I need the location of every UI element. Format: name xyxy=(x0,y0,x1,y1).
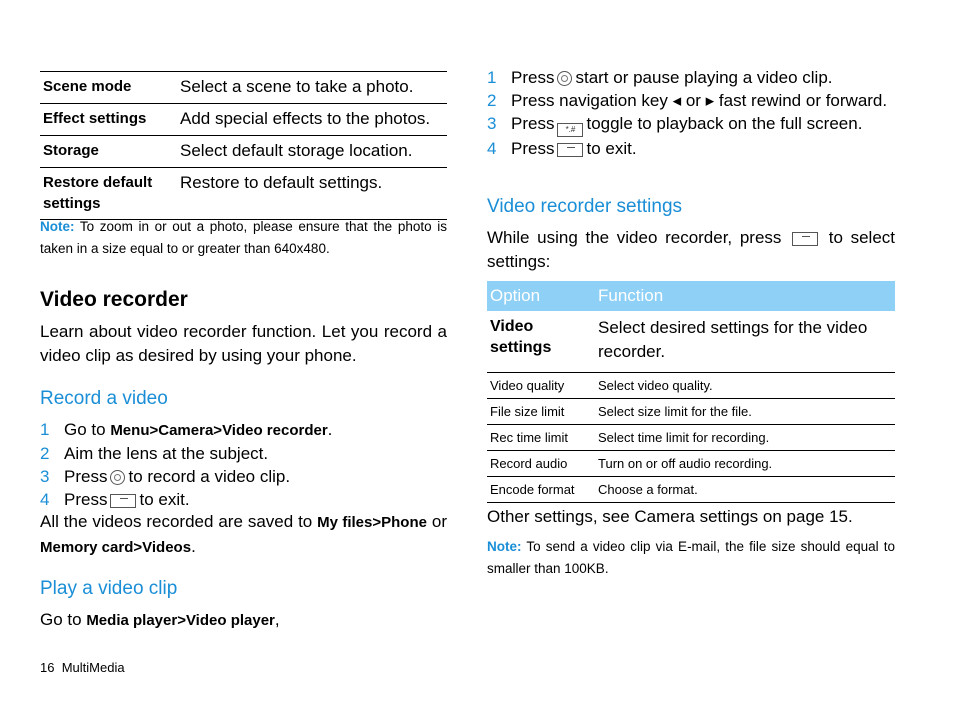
zoom-note xyxy=(40,216,447,260)
option-name: Storage xyxy=(43,142,99,159)
table-row xyxy=(487,311,895,373)
ok-key-icon xyxy=(557,71,572,86)
play-video-heading: Play a video clip xyxy=(40,578,178,599)
folder-path: Videos xyxy=(142,539,192,556)
table-row xyxy=(487,399,895,425)
video-settings-table xyxy=(487,281,895,503)
right-softkey-icon xyxy=(557,143,583,157)
left-softkey-icon xyxy=(792,232,818,246)
list-item: 1 Go to Menu>Camera>Video recorder. xyxy=(40,418,447,442)
page-number: 16 xyxy=(40,660,55,675)
option-name: File size limit xyxy=(490,404,565,419)
other-settings-text: Other settings, see Camera settings on page 15. xyxy=(487,507,853,526)
step-number: 1 xyxy=(40,420,50,439)
folder-path: My files xyxy=(317,514,373,531)
table-row xyxy=(40,168,447,220)
play-steps xyxy=(487,66,895,160)
table-row xyxy=(487,373,895,399)
option-description: Turn on or off audio recording. xyxy=(598,456,773,471)
option-name: Effect settings xyxy=(43,110,147,127)
note-label: Note: xyxy=(487,539,522,554)
ok-key-icon xyxy=(110,470,125,485)
table-row xyxy=(487,425,895,451)
menu-path: Media player xyxy=(86,612,178,629)
menu-path: Video recorder xyxy=(222,422,328,439)
option-description: Restore to default settings. xyxy=(180,173,383,192)
note-label: Note: xyxy=(40,219,75,234)
option-description: Select size limit for the file. xyxy=(598,404,752,419)
record-steps xyxy=(40,418,447,511)
option-name: Record audio xyxy=(490,456,568,471)
menu-path: Video player xyxy=(185,612,275,629)
email-note xyxy=(487,536,895,580)
list-item: 1 Press start or pause playing a video clip. xyxy=(487,68,833,87)
camera-settings-table xyxy=(40,71,447,220)
option-name: Encode format xyxy=(490,482,575,497)
folder-path: Phone xyxy=(381,514,427,531)
list-item: 2 Press navigation key ◂ or ▸ fast rewind or forward. xyxy=(487,91,888,110)
note-text: To send a video clip via E-mail, the file size should equal to smaller than 100KB. xyxy=(487,539,895,576)
table-row xyxy=(40,136,447,168)
option-description: Select default storage location. xyxy=(180,141,413,160)
table-row xyxy=(487,477,895,503)
table-row xyxy=(487,451,895,477)
menu-path: Camera xyxy=(158,422,214,439)
table-row xyxy=(40,104,447,136)
step-number: 4 xyxy=(40,490,50,509)
option-description: Select a scene to take a photo. xyxy=(180,77,414,96)
table-header xyxy=(487,281,895,311)
option-name: Rec time limit xyxy=(490,430,569,445)
folder-path: Memory card xyxy=(40,539,134,556)
menu-path: Menu xyxy=(110,422,150,439)
list-item: 3 Press to record a video clip. xyxy=(40,467,291,486)
step-number: 3 xyxy=(40,467,50,486)
option-description: Select video quality. xyxy=(598,378,713,393)
list-item: 4 Press to exit. xyxy=(40,490,190,509)
list-item: 4 Press to exit. xyxy=(487,139,637,158)
step-number: 2 xyxy=(40,444,50,463)
option-name: Scene mode xyxy=(43,78,132,95)
step-number: 2 xyxy=(487,91,497,110)
option-description: Select desired settings for the video recorder. xyxy=(598,318,868,361)
table-row xyxy=(40,72,447,104)
footer-section: MultiMedia xyxy=(61,660,125,675)
note-text: To zoom in or out a photo, please ensure that the photo is taken in a size equal to or greater than 640x480. xyxy=(40,219,447,256)
option-description: Choose a format. xyxy=(598,482,698,497)
step-number: 1 xyxy=(487,68,497,87)
section-title: Video recorder xyxy=(40,288,188,311)
option-name: Restore default settings xyxy=(43,174,153,212)
saved-location-paragraph: All the videos recorded are saved to My files>Phone or Memory card>Videos. xyxy=(40,512,447,556)
right-softkey-icon xyxy=(110,494,136,508)
page-footer xyxy=(40,660,125,675)
play-instruction: Go to Media player>Video player, xyxy=(40,610,280,629)
settings-intro: While using the video recorder, press to select settings: xyxy=(487,228,895,271)
option-description: Add special effects to the photos. xyxy=(180,109,431,128)
option-name: Video quality xyxy=(490,378,565,393)
step-number: 3 xyxy=(487,114,497,133)
list-item: 3 Press *.# toggle to playback on the full screen. xyxy=(487,112,895,137)
intro-paragraph: Learn about video recorder function. Let you record a video clip as desired by using your phone. xyxy=(40,322,447,365)
header-function: Function xyxy=(595,281,895,311)
option-name: Video settings xyxy=(490,318,552,356)
list-item: 2 Aim the lens at the subject. xyxy=(40,444,269,463)
fullscreen-key-icon: *.# xyxy=(557,123,583,137)
option-description: Select time limit for recording. xyxy=(598,430,770,445)
header-option: Option xyxy=(487,281,595,311)
video-recorder-settings-heading: Video recorder settings xyxy=(487,196,683,217)
step-number: 4 xyxy=(487,139,497,158)
record-video-heading: Record a video xyxy=(40,388,168,409)
